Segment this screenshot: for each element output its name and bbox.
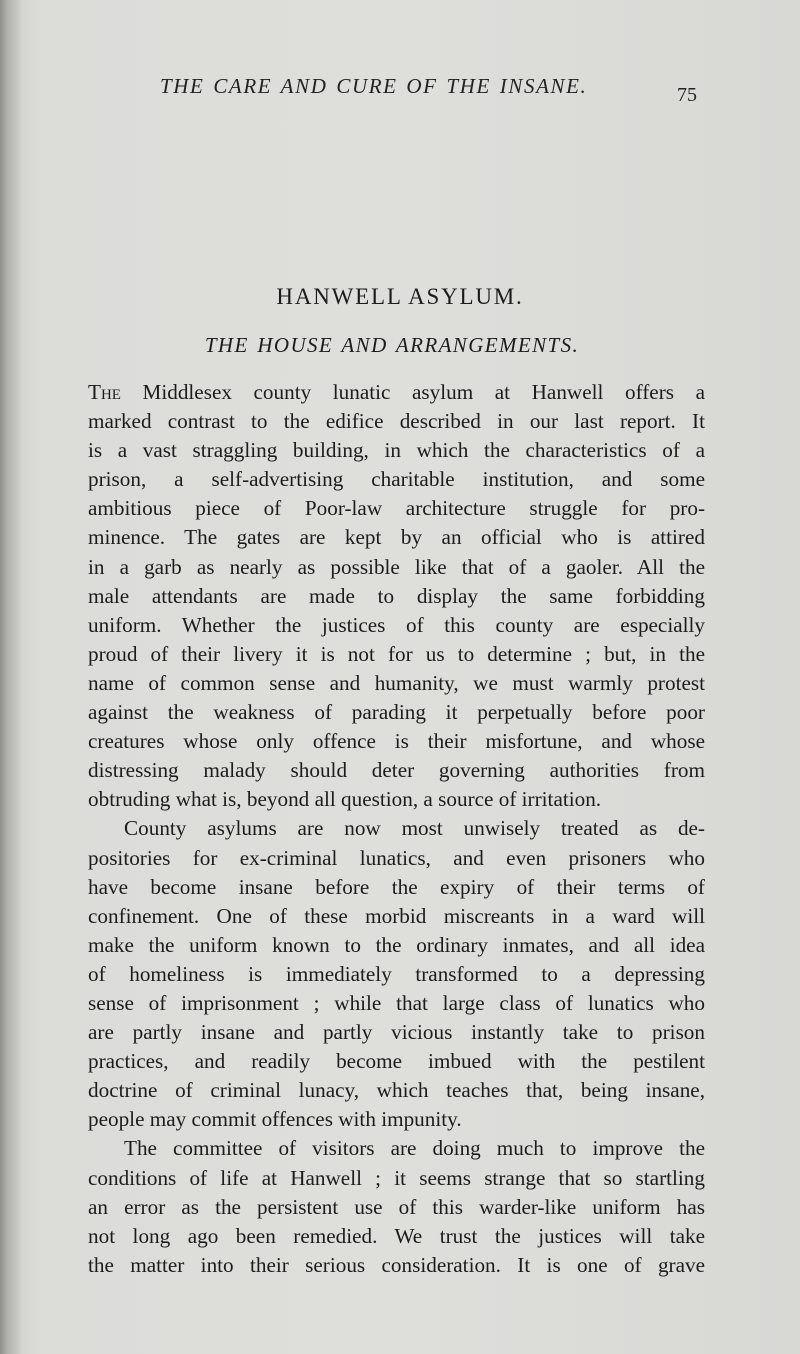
- text-line: marked contrast to the edifice described in our last report. It: [88, 409, 705, 434]
- drop-word: The: [88, 380, 121, 404]
- text-line: County asylums are now most unwisely treated as de-: [124, 816, 705, 841]
- text-line: uniform. Whether the justices of this county are especially: [88, 612, 705, 637]
- text-line: The Middlesex county lunatic asylum at Hanwell offers a: [88, 380, 705, 404]
- text-line: ambitious piece of Poor-law architecture struggle for pro-: [88, 496, 705, 521]
- text-line: conditions of life at Hanwell ; it seems strange that so startling: [88, 1165, 705, 1190]
- book-binding-shadow: [0, 0, 22, 1354]
- text-line: of homeliness is immediately transformed to a depressing: [88, 961, 705, 986]
- body-text: [88, 378, 705, 1280]
- text-line: name of common sense and humanity, we must warmly protest: [88, 670, 705, 695]
- text-line: proud of their livery it is not for us to determine ; but, in the: [88, 641, 705, 666]
- page-number: 75: [677, 84, 697, 106]
- running-head: THE CARE AND CURE OF THE INSANE.: [160, 74, 588, 98]
- text-line: confinement. One of these morbid miscreants in a ward will: [88, 903, 705, 928]
- text-line: people may commit offences with impunity.: [88, 1107, 462, 1132]
- text-line: are partly insane and partly vicious instantly take to prison: [88, 1020, 705, 1045]
- text-line: creatures whose only offence is their misfortune, and whose: [88, 729, 705, 754]
- text-line: The committee of visitors are doing much to improve the: [124, 1136, 705, 1161]
- text-line: minence. The gates are kept by an official who is attired: [88, 525, 705, 550]
- text-line: male attendants are made to display the same forbidding: [88, 583, 705, 608]
- text-line: against the weakness of parading it perpetually before poor: [88, 700, 705, 725]
- text-line: distressing malady should deter governing authorities from: [88, 758, 705, 783]
- section-subtitle: THE HOUSE AND ARRANGEMENTS.: [204, 333, 580, 357]
- text-line: obtruding what is, beyond all question, a source of irritation.: [88, 787, 602, 812]
- text-line: make the uniform known to the ordinary inmates, and all idea: [88, 932, 705, 957]
- text-line: have become insane before the expiry of their terms of: [88, 874, 705, 899]
- text-line: is a vast straggling building, in which the characteristics of a: [88, 438, 705, 463]
- text-line: the matter into their serious consideration. It is one of grave: [88, 1252, 705, 1277]
- text-line: doctrine of criminal lunacy, which teaches that, being insane,: [88, 1078, 705, 1103]
- text-line: in a garb as nearly as possible like that of a gaoler. All the: [88, 554, 705, 579]
- text-line: an error as the persistent use of this warder-like uniform has: [88, 1194, 705, 1219]
- text-line: sense of imprisonment ; while that large class of lunatics who: [88, 990, 705, 1015]
- text-line: practices, and readily become imbued with the pestilent: [88, 1049, 705, 1074]
- text-line: not long ago been remedied. We trust the justices will take: [88, 1223, 705, 1248]
- text-line: prison, a self-advertising charitable institution, and some: [88, 467, 705, 492]
- text-line: positories for ex-criminal lunatics, and even prisoners who: [88, 845, 705, 870]
- chapter-title: HANWELL ASYLUM.: [276, 284, 524, 309]
